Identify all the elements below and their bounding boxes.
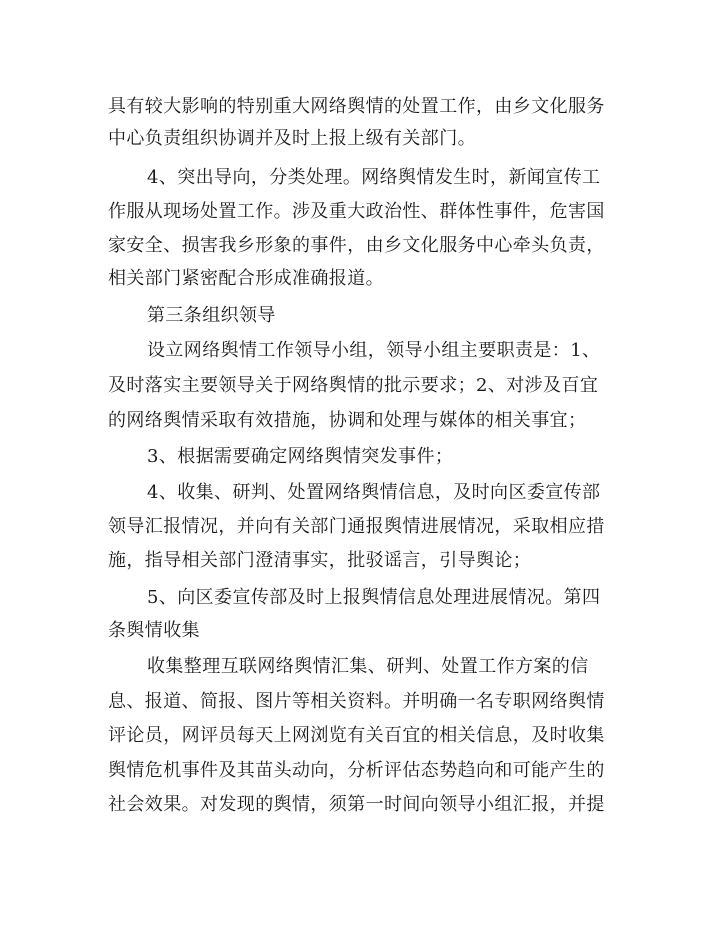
text-line-12: 4、收集、研判、处置网络舆情信息，及时向区委宣传部 [147, 482, 601, 503]
text-line-3: 4、突出导向，分类处理。网络舆情发生时，新闻宣传工 [147, 167, 601, 188]
text-line-18: 息、报道、简报、图片等相关资料。并明确一名专职网络舆情 [108, 691, 605, 712]
text-line-20: 舆情危机事件及其苗头动向，分析评估态势趋向和可能产生的 [108, 760, 605, 781]
text-line-13: 领导汇报情况，并向有关部门通报舆情进展情况，采取相应措 [108, 516, 605, 537]
text-line-2: 中心负责组织协调并及时上报上级有关部门。 [108, 128, 476, 149]
text-line-6: 相关部门紧密配合形成准确报道。 [108, 268, 384, 289]
section-heading-3: 第三条组织领导 [147, 305, 276, 326]
text-line-11: 3、根据需要确定网络舆情突发事件； [147, 446, 454, 467]
text-line-9: 及时落实主要领导关于网络舆情的批示要求；2、对涉及百宜 [108, 375, 599, 396]
text-line-14: 施，指导相关部门澄清事实，批驳谣言，引导舆论； [108, 550, 532, 571]
section-heading-4: 条舆情收集 [108, 620, 200, 641]
text-line-1: 具有较大影响的特别重大网络舆情的处置工作，由乡文化服务 [108, 96, 605, 117]
text-line-4: 作服从现场处置工作。涉及重大政治性、群体性事件，危害国 [108, 201, 605, 222]
text-line-10: 的网络舆情采取有效措施，协调和处理与媒体的相关事宜； [108, 410, 587, 431]
text-line-15: 5、向区委宣传部及时上报舆情信息处理进展情况。第四 [147, 587, 601, 608]
text-line-5: 家安全、损害我乡形象的事件，由乡文化服务中心牵头负责， [108, 235, 605, 256]
text-line-8: 设立网络舆情工作领导小组，领导小组主要职责是：1、 [147, 340, 601, 361]
text-line-17: 收集整理互联网络舆情汇集、研判、处置工作方案的信 [147, 656, 589, 677]
text-line-19: 评论员，网评员每天上网浏览有关百宜的相关信息，及时收集 [108, 725, 605, 746]
text-line-21: 社会效果。对发现的舆情，须第一时间向领导小组汇报，并提 [108, 794, 605, 815]
